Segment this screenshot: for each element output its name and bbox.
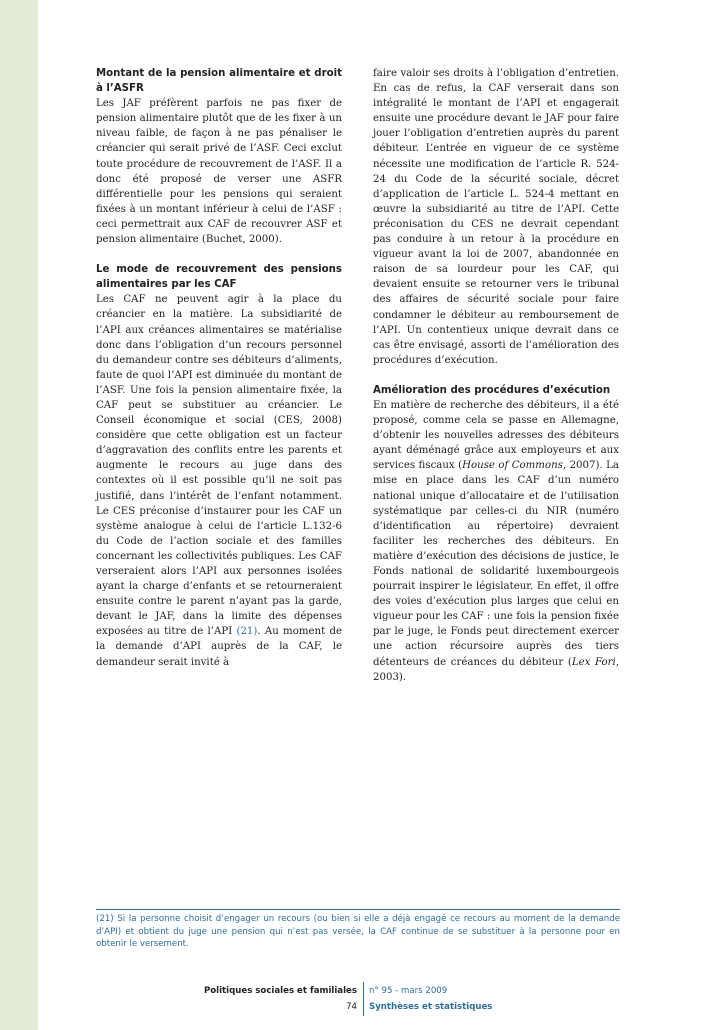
paragraph-recouvrement	[96, 292, 342, 669]
left-column	[96, 66, 342, 670]
footer-issue: n° 95 - mars 2009	[369, 986, 448, 996]
paragraph-execution	[373, 398, 619, 685]
footer-publication-title: Politiques sociales et familiales	[203, 986, 357, 996]
footer-divider	[363, 982, 364, 1016]
section-heading-execution: Amélioration des procédures d’exécution	[373, 384, 611, 396]
footnote-divider	[96, 909, 620, 910]
paragraph-recouvrement-text-end: . Au moment de la demande d’API auprès de la CAF, le demandeur serait invité à	[96, 626, 342, 668]
paragraph-continuation: faire valoir ses droits à l’obligation d’entretien. En cas de refus, la CAF verserait dans son intégralité le montant de l’API et engagerait ensuite une procédure devant le JAF pour faire jouer l’obligation d’entretien auprès du parent débiteur. L’entrée en vigueur de ce système nécessite une modification de l’article R. 524-24 du Code de la sécurité sociale, décret d’application de l’article L. 524-4 mettant en œuvre la subsidiarité au titre de l’API. Cette préconisation du CES ne devrait cependant pas conduire à un retour à la procédure en vigueur avant la loi de 2007, abandonnée en raison de sa lourdeur pour les CAF, qui devaient ensuite se retourner vers le tribunal des affaires de sécurité sociale pour faire condamner le débiteur au remboursement de l’API. Un contentieux unique devrait dans ce cas être envisagé, assorti de l’amélioration des procédures d’exécution.	[373, 68, 619, 366]
footer-right	[369, 983, 569, 1015]
section-heading-recouvrement: Le mode de recouvrement des pensions alimentaires par les CAF	[96, 264, 342, 291]
side-color-band	[0, 0, 38, 1030]
citation-house-of-commons: House of Commons	[462, 460, 563, 472]
citation-lex-fori: Lex Fori	[571, 656, 616, 668]
footnote-reference-21[interactable]: (21)	[236, 626, 258, 638]
footnote-21: (21) Si la personne choisit d’engager un recours (ou bien si elle a déjà engagé ce recours au moment de la demande d’API) et obtient du juge une pension qui n’est pas versée, la CAF continue de se substituer à la personne pour en obtenir le versement.	[96, 914, 620, 950]
paragraph-execution-text-2: , 2007). La mise en place dans les CAF d’un numéro national unique d’allocataire et de l’utilisation systématique par celles-ci du NIR (numéro d’identification au répertoire) devraient faciliter les recherches des débiteurs. En matière d’exécution des décisions de justice, le Fonds national de solidarité luxembourgeois pourrait inspirer le législateur. En effet, il offre des voies d’exécution plus larges que celui en vigueur pour les CAF : une fois la pension fixée par le juge, le Fonds peut directement exercer une action récursoire auprès des tiers détenteurs de créances du débiteur (	[373, 460, 619, 668]
paragraph-gap	[96, 247, 342, 262]
paragraph-execution-text-3: , 2003).	[373, 656, 619, 683]
page-number: 74	[346, 1002, 357, 1012]
right-column	[373, 66, 619, 685]
paragraph-execution-text-1: En matière de recherche des débiteurs, il a été proposé, comme cela se passe en Allemagne, d’obtenir les nouvelles adresses des débiteurs ayant déménagé grâce aux employeurs et aux services fiscaux (	[373, 399, 619, 472]
paragraph-pension-asfr: Les JAF préfèrent parfois ne pas fixer de pension alimentaire plutôt que de les fixer à un niveau faible, de façon à ne pas pénaliser le créancier qui serait privé de l’ASF. Ceci exclut toute procédure de recouvrement de l’ASF. Il a donc été proposé de verser une ASFR différentielle pour les pensions qui seraient fixées à un montant inférieur à celui de l’ASF : ceci permettrait aux CAF de recouvrer ASF et pension alimentaire (Buchet, 2000).	[96, 98, 342, 246]
footer-series-title: Synthèses et statistiques	[369, 1002, 493, 1012]
paragraph-gap	[373, 368, 619, 383]
footer-left	[200, 983, 357, 1015]
paragraph-recouvrement-text: Les CAF ne peuvent agir à la place du créancier en la matière. La subsidiarité de l’API aux créances alimentaires se matérialise donc dans l’obligation d’un recours personnel du demandeur contre ses débiteurs d’aliments, faute de quoi l’API est diminuée du montant de l’ASF. Une fois la pension alimentaire fixée, la CAF peut se substituer au créancier. Le Conseil économique et social (CES, 2008) considère que cette obligation est un facteur d’aggravation des conflits entre les parents et augmente le recours au juge dans des contextes où il est possible qu’il ne soit pas justifié, dans l’intérêt de l’enfant notamment. Le CES préconise d’instaurer pour les CAF un système analogue à celui de l’article L.132-6 du Code de l’action sociale et des familles concernant les collectivités publiques. Les CAF verseraient alors l’API aux personnes isolées ayant la charge d’enfants et se retourneraient ensuite contre le parent n’ayant pas la garde, devant le JAF, dans la limite des dépenses exposées au titre de l’API	[96, 294, 342, 638]
section-heading-pension-asfr: Montant de la pension alimentaire et droit à l’ASFR	[96, 68, 342, 95]
